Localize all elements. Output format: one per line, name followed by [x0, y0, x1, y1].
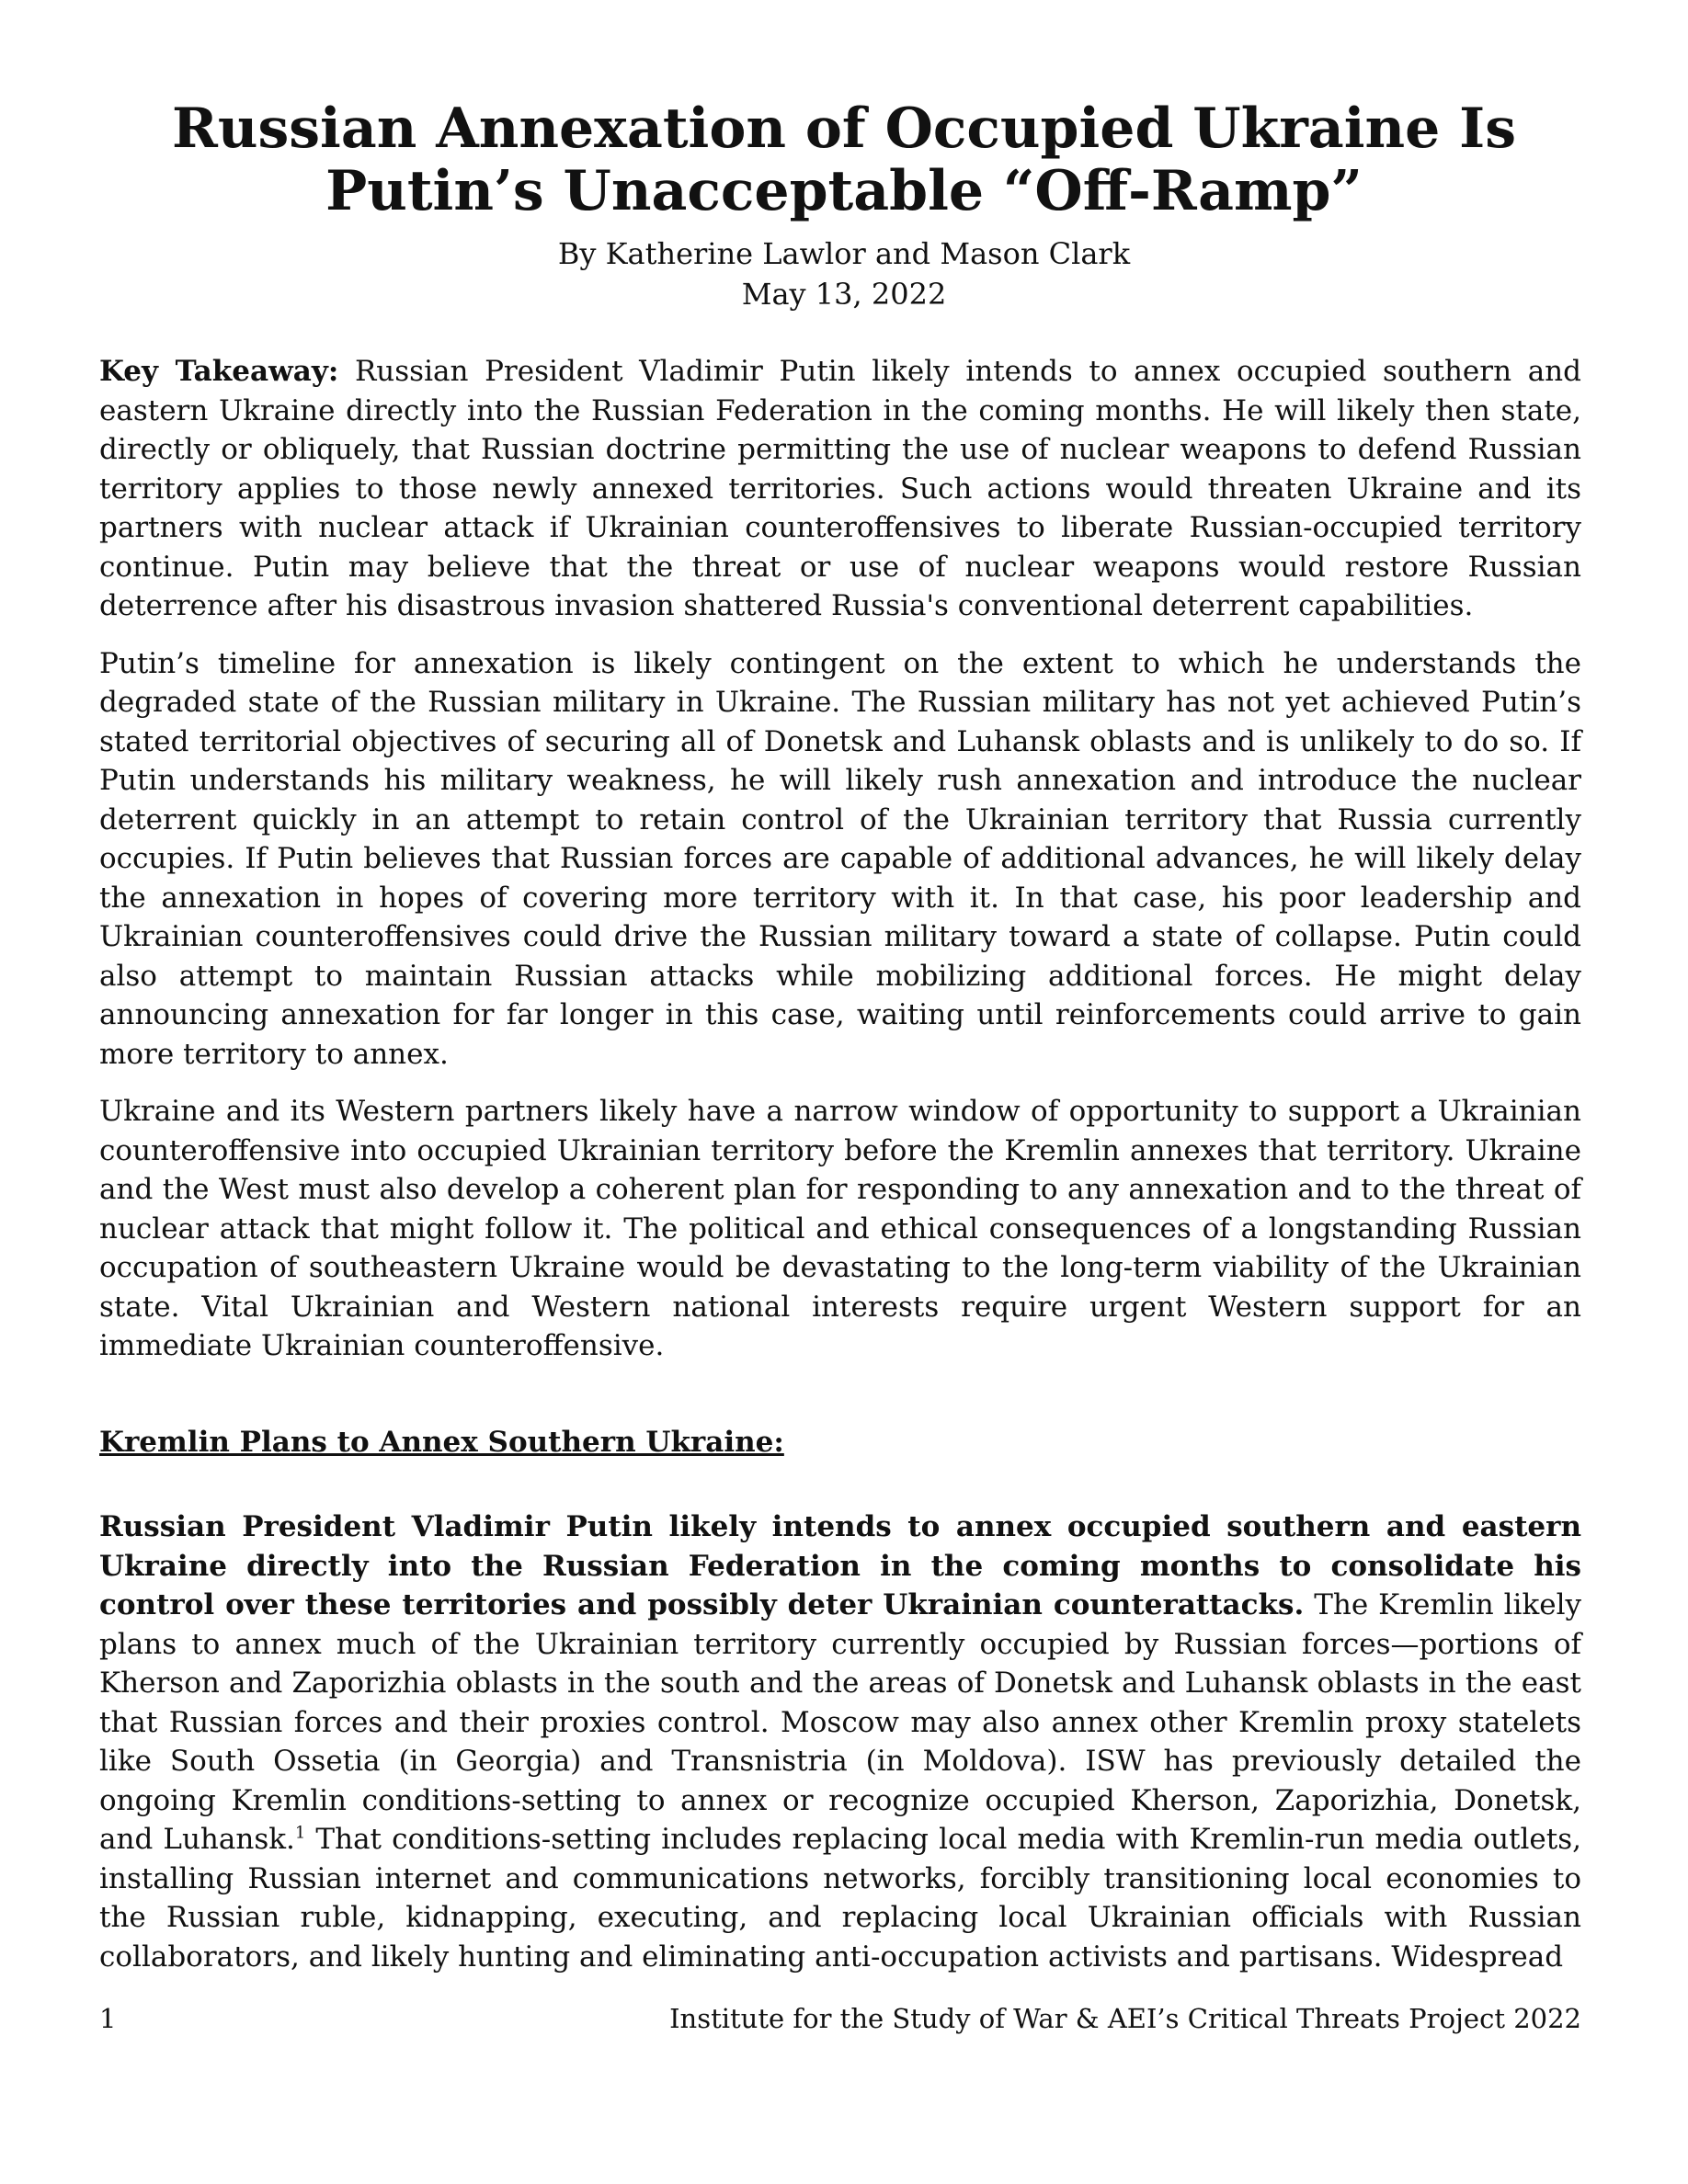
section-text-part2: That conditions-setting includes replacing local media with Kremlin-run media outlets, installing Russian internet and communications networks, forcibly transitioning local economies to the Russian ruble, kidnapping, executing, and replacing local Ukrainian officials with Russian collaborators, and likely hunting and eliminating anti-occupation activists and partisans. Widespread [99, 1823, 1581, 1974]
page-number: 1 [99, 2003, 117, 2034]
paragraph-timeline: Putin’s timeline for annexation is likely contingent on the extent to which he understands the degraded state of the Russian military in Ukraine. The Russian military has not yet achieved Putin’s stated territorial objectives of securing all of Donetsk and Luhansk oblasts and is unlikely to do so. If Putin understands his military weakness, he will likely rush annexation and introduce the nuclear deterrent quickly in an attempt to retain control of the Ukrainian territory that Russia currently occupies. If Putin believes that Russian forces are capable of additional advances, he will likely delay the annexation in hopes of covering more territory with it. In that case, his poor leadership and Ukrainian counteroffensives could drive the Russian military toward a state of collapse. Putin could also attempt to maintain Russian attacks while mobilizing additional forces. He might delay announcing annexation for far longer in this case, waiting until reinforcements could arrive to gain more territory to annex. [99, 646, 1581, 1071]
key-takeaway-paragraph [99, 352, 1581, 626]
article-body [99, 352, 1581, 1995]
footnote-reference[interactable]: 1 [294, 1823, 306, 1843]
section-paragraph [99, 1507, 1581, 1976]
byline [92, 233, 1596, 314]
document-title: Russian Annexation of Occupied Ukraine Is Putin’s Unacceptable “Off-Ramp” [171, 97, 1517, 223]
authors: By Katherine Lawlor and Mason Clark [557, 236, 1131, 271]
key-takeaway-label: Key Takeaway: [99, 355, 339, 388]
page-footer [99, 2000, 1581, 2037]
footer-organization: Institute for the Study of War & AEI’s Critical Threats Project 2022 [669, 2003, 1581, 2034]
section-lead: Russian President Vladimir Putin likely intends to annex occupied southern and eastern Ukraine directly into the Russian Federation in the coming months to consolidate his control over these territories and possibly deter Ukrainian counterattacks. [99, 1510, 1581, 1621]
section-heading: Kremlin Plans to Annex Southern Ukraine: [99, 1425, 784, 1459]
publication-date: May 13, 2022 [741, 277, 947, 312]
paragraph-window: Ukraine and its Western partners likely have a narrow window of opportunity to support a Ukrainian counteroffensive into occupied Ukrainian territory before the Kremlin annexes that territory. Ukraine and the West must also develop a coherent plan for responding to any annexation and to the threat of nuclear attack that might follow it. The political and ethical consequences of a longstanding Russian occupation of southeastern Ukraine would be devastating to the long-term viability of the Ukrainian state. Vital Ukrainian and Western national interests require urgent Western support for an immediate Ukrainian counteroffensive. [99, 1095, 1581, 1362]
section-text-part1: The Kremlin likely plans to annex much of the Ukrainian territory currently occupied by Russian forces—portions of Kherson and Zaporizhia oblasts in the south and the areas of Donetsk and Luhansk oblasts in the east that Russian forces and their proxies control. Moscow may also annex other Kremlin proxy statelets like South Ossetia (in Georgia) and Transnistria (in Moldova). ISW has previously detailed the ongoing Kremlin conditions-setting to annex or recognize occupied Kherson, Zaporizhia, Donetsk, and Luhansk. [99, 1588, 1581, 1856]
key-takeaway-text: Russian President Vladimir Putin likely intends to annex occupied southern and eastern Ukraine directly into the Russian Federation in the coming months. He will likely then state, directly or obliquely, that Russian doctrine permitting the use of nuclear weapons to defend Russian territory applies to those newly annexed territories. Such actions would threaten Ukraine and its partners with nuclear attack if Ukrainian counteroffensives to liberate Russian-occupied territory continue. Putin may believe that the threat or use of nuclear weapons would restore Russian deterrence after his disastrous invasion shattered Russia's conventional deterrent capabilities. [99, 355, 1581, 622]
